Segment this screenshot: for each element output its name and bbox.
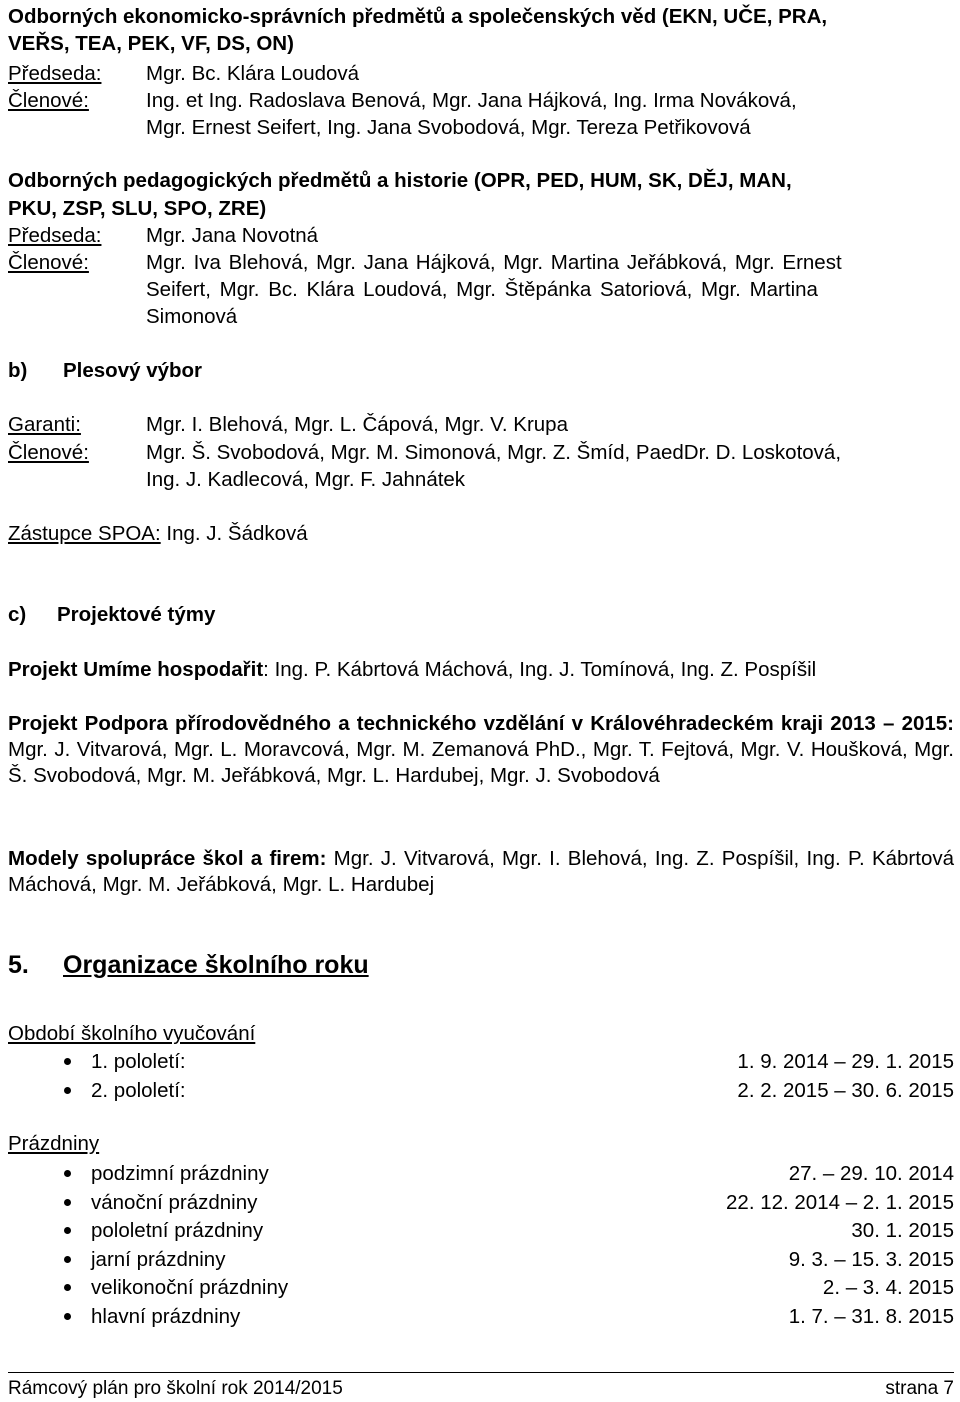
holiday-label: vánoční prázdniny — [91, 1191, 258, 1214]
holiday-label: velikonoční prázdniny — [91, 1276, 289, 1299]
section-marker: b) — [8, 359, 28, 382]
project-members: : Ing. P. Kábrtová Máchová, Ing. J. Tomínová, Ing. Z. Pospíšil — [263, 658, 817, 681]
guarantors-label: Garanti: — [8, 413, 81, 436]
committee-title: PKU, ZSP, SLU, SPO, ZRE) — [8, 197, 267, 220]
project-item — [8, 657, 816, 683]
holiday-label: pololetní prázdniny — [91, 1219, 264, 1242]
period-label: 1. pololetí: — [91, 1050, 186, 1073]
bullet-icon — [64, 1284, 71, 1291]
project-title: Projekt Podpora přírodovědného a technického vzdělání v Královéhradeckém kraji 2013 – 2015: — [8, 712, 954, 735]
committee-title: VEŘS, TEA, PEK, VF, DS, ON) — [8, 32, 294, 55]
holiday-dates: 2. – 3. 4. 2015 — [822, 1276, 954, 1299]
page-number: strana 7 — [885, 1378, 954, 1399]
members-label: Členové: — [8, 89, 89, 112]
holiday-dates: 27. – 29. 10. 2014 — [788, 1162, 954, 1185]
members-list: Seifert, Mgr. Bc. Klára Loudová, Mgr. Štěpánka Satoriová, Mgr. Martina — [146, 278, 818, 301]
footer-title: Rámcový plán pro školní rok 2014/2015 — [8, 1378, 343, 1399]
period-dates: 1. 9. 2014 – 29. 1. 2015 — [737, 1050, 954, 1073]
holiday-dates: 30. 1. 2015 — [851, 1219, 954, 1242]
bullet-icon — [64, 1170, 71, 1177]
holiday-dates: 1. 7. – 31. 8. 2015 — [788, 1305, 954, 1328]
chair-label: Předseda: — [8, 62, 102, 85]
bullet-icon — [64, 1058, 71, 1065]
section-marker: c) — [8, 603, 27, 626]
chapter-number: 5. — [8, 951, 29, 979]
members-list: Mgr. Ernest Seifert, Ing. Jana Svobodová, Mgr. Tereza Petřikovová — [146, 116, 751, 139]
bullet-icon — [64, 1227, 71, 1234]
bullet-icon — [64, 1199, 71, 1206]
members-list: Ing. J. Kadlecová, Mgr. F. Jahnátek — [146, 468, 466, 491]
bullet-icon — [64, 1313, 71, 1320]
holiday-label: podzimní prázdniny — [91, 1162, 269, 1185]
project-title: Projekt Umíme hospodařit — [8, 658, 264, 681]
project-item — [8, 711, 954, 789]
members-list: Mgr. Iva Blehová, Mgr. Jana Hájková, Mgr. Martina Jeřábková, Mgr. Ernest — [146, 251, 842, 274]
project-item — [8, 846, 954, 898]
holiday-dates: 9. 3. – 15. 3. 2015 — [788, 1248, 954, 1271]
holiday-label: jarní prázdniny — [91, 1248, 226, 1271]
period-label: 2. pololetí: — [91, 1079, 186, 1102]
section-heading: Plesový výbor — [63, 359, 203, 382]
project-title: Modely spolupráce škol a firem: — [8, 847, 327, 870]
chair-name: Mgr. Bc. Klára Loudová — [146, 62, 360, 85]
bullet-icon — [64, 1256, 71, 1263]
members-label: Členové: — [8, 251, 89, 274]
spoa-line — [8, 521, 308, 547]
members-list: Ing. et Ing. Radoslava Benová, Mgr. Jana Hájková, Ing. Irma Nováková, — [146, 89, 797, 112]
members-label: Členové: — [8, 441, 89, 464]
holiday-dates: 22. 12. 2014 – 2. 1. 2015 — [726, 1191, 954, 1214]
chapter-title: Organizace školního roku — [63, 951, 369, 979]
members-list: Mgr. Š. Svobodová, Mgr. M. Simonová, Mgr. Z. Šmíd, PaedDr. D. Loskotová, — [146, 441, 842, 464]
spoa-label: Zástupce SPOA: — [8, 522, 161, 545]
period-dates: 2. 2. 2015 – 30. 6. 2015 — [737, 1079, 954, 1102]
section-heading: Projektové týmy — [57, 603, 216, 626]
project-members: Mgr. J. Vitvarová, Mgr. L. Moravcová, Mgr. M. Zemanová PhD., Mgr. T. Fejtová, Mgr. V. Houšková, Mgr. Š. Svobodová, Mgr. M. Jeřábková, Mgr. L. Hardubej, Mgr. J. Svobodová — [8, 738, 954, 787]
chair-label: Předseda: — [8, 224, 102, 247]
committee-title: Odborných ekonomicko-správních předmětů a společenských věd (EKN, UČE, PRA, — [8, 5, 828, 28]
committee-title: Odborných pedagogických předmětů a historie (OPR, PED, HUM, SK, DĚJ, MAN, — [8, 169, 792, 192]
guarantors-list: Mgr. I. Blehová, Mgr. L. Čápová, Mgr. V. Krupa — [146, 413, 568, 436]
chair-name: Mgr. Jana Novotná — [146, 224, 319, 247]
members-list: Simonová — [146, 305, 238, 328]
holiday-label: hlavní prázdniny — [91, 1305, 241, 1328]
project-members: Mgr. J. Vitvarová, Mgr. I. Blehová, Ing. Z. Pospíšil, Ing. P. Kábrtová Máchová, Mgr. M. Jeřábková, Mgr. L. Hardubej — [8, 847, 954, 896]
spoa-name: Ing. J. Šádková — [160, 522, 308, 545]
holidays-heading: Prázdniny — [8, 1132, 100, 1155]
bullet-icon — [64, 1087, 71, 1094]
period-heading: Období školního vyučování — [8, 1022, 256, 1045]
footer-divider — [8, 1372, 954, 1373]
